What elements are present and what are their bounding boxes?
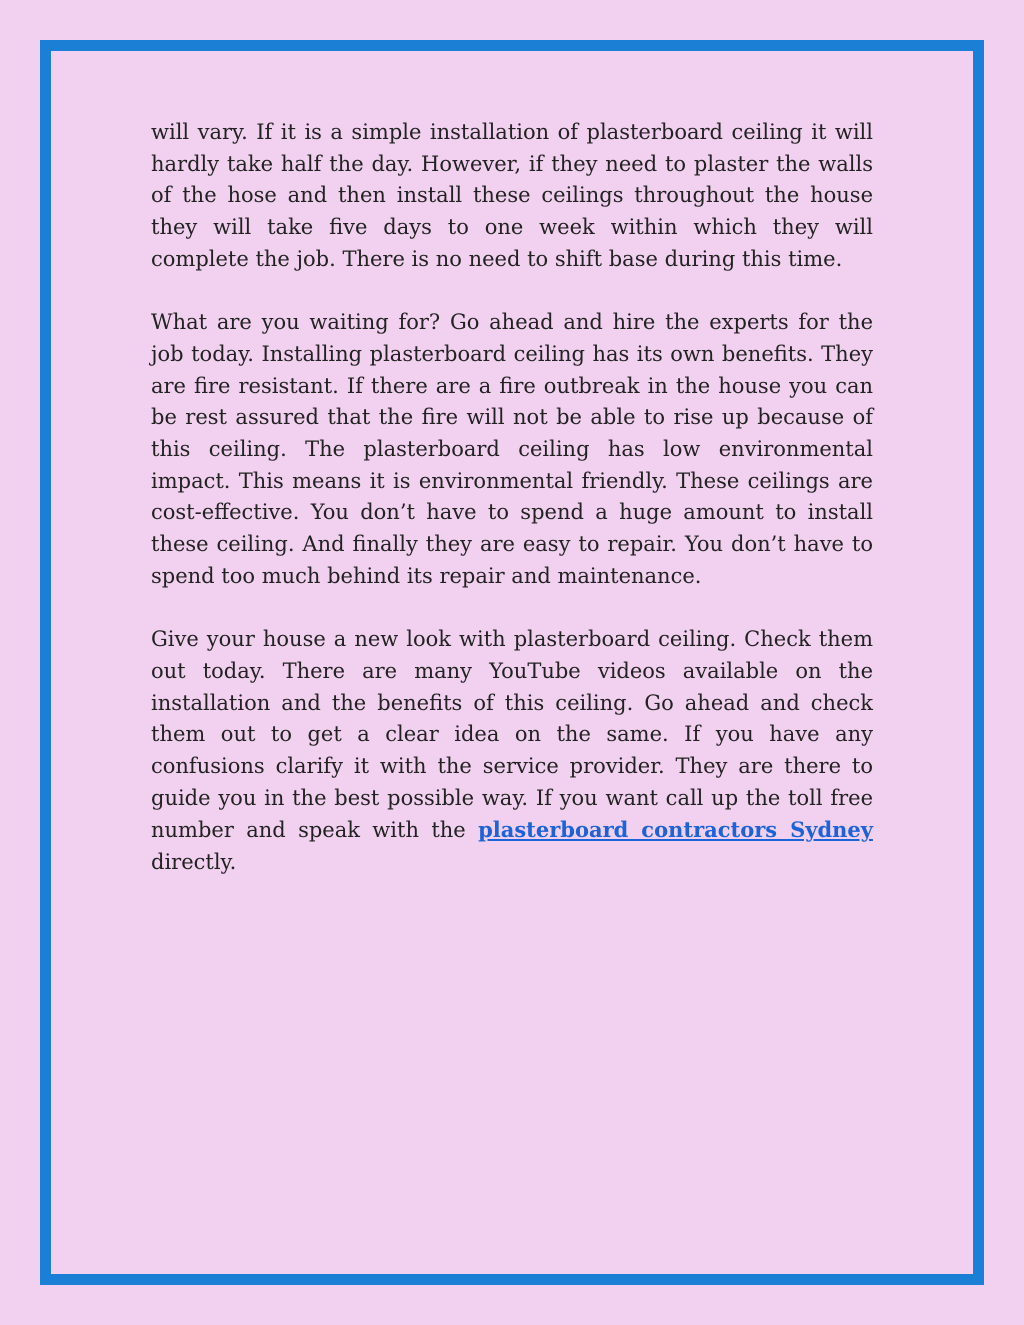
paragraph-1: will vary. If it is a simple installation of plasterboard ceiling it will hardly take half the day. However, if they need to plaster the walls of the hose and then install these ceilings throughout the house they will take five days to one week within which they will complete the job. There is no need to shift base during this time. <box>151 120 873 271</box>
paragraph-3 <box>151 624 873 879</box>
document-body <box>151 117 873 911</box>
plasterboard-contractors-link[interactable]: plasterboard contractors Sydney <box>478 817 873 843</box>
paragraph-3-text-end: directly. <box>151 850 237 875</box>
paragraph-2: What are you waiting for? Go ahead and hire the experts for the job today. Installing plasterboard ceiling has its own benefits. They are fire resistant. If there are a fire outbreak in the house you can be rest assured that the fire will not be able to rise up because of this ceiling. The plasterboard ceiling has low environmental impact. This means it is environmental friendly. These ceilings are cost-effective. You don’t have to spend a huge amount to install these ceiling. And finally they are easy to repair. You don’t have to spend too much behind its repair and maintenance. <box>151 310 873 588</box>
paragraph-3-text-start: Give your house a new look with plasterboard ceiling. Check them out today. There are many YouTube videos available on the installation and the benefits of this ceiling. Go ahead and check them out to get a clear idea on the same. If you have any confusions clarify it with the service provider. They are there to guide you in the best possible way. If you want call up the toll free number and speak with the <box>151 627 873 843</box>
